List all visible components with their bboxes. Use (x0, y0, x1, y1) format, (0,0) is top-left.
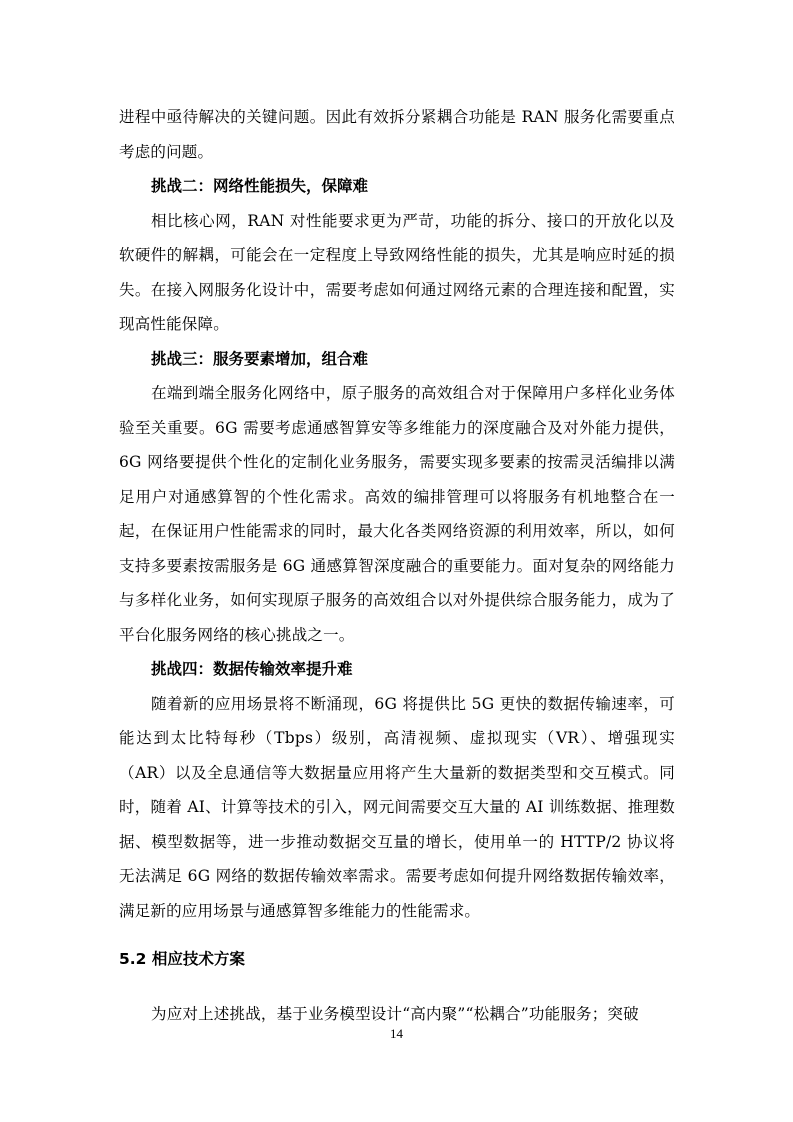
paragraph-challenge-four: 随着新的应用场景将不断涌现，6G 将提供比 5G 更快的数据传输速率，可能达到太比特每秒（Tbps）级别，高清视频、虚拟现实（VR）、增强现实（AR）以及全息通信等大数据量应用将产生大量新的数据类型和交互模式。同时，随着 AI、计算等技术的引入，网元间需要交互大量的 AI 训练数据、推理数据、模型数据等，进一步推动数据交互量的增长，使用单一的 HTTP/2 协议将无法满足 6G 网络的数据传输效率需求。需要考虑如何提升网络数据传输效率，满足新的应用场景与通感算智多维能力的性能需求。 (119, 694, 675, 920)
page-number: 14 (390, 1026, 403, 1041)
heading-challenge-three: 挑战三：服务要素增加，组合难 (151, 349, 369, 368)
paragraph-ran-decoupling-end: 进程中亟待解决的关键问题。因此有效拆分紧耦合功能是 RAN 服务化需要重点考虑的问题。 (119, 108, 675, 161)
section-heading-5-2: 5.2 相应技术方案 (119, 950, 245, 968)
heading-challenge-four: 挑战四：数据传输效率提升难 (151, 660, 353, 678)
document-body (119, 100, 675, 1031)
paragraph-challenge-two: 相比核心网，RAN 对性能要求更为严苛，功能的拆分、接口的开放化以及软硬件的解耦，可能会在一定程度上导致网络性能的损失，尤其是响应时延的损失。在接入网服务化设计中，需要考虑如何通过网络元素的合理连接和配置，实现高性能保障。 (119, 211, 675, 333)
heading-challenge-two: 挑战二：网络性能损失，保障难 (151, 177, 369, 195)
paragraph-challenge-three: 在端到端全服务化网络中，原子服务的高效组合对于保障用户多样化业务体验至关重要。6G 需要考虑通感智算安等多维能力的深度融合及对外能力提供，6G 网络要提供个性化的定制化业务服务，需要实现多要素的按需灵活编排以满足用户对通感算智的个性化需求。高效的编排管理可以将服务有机地整合在一起，在保证用户性能需求的同时，最大化各类网络资源的利用效率，所以，如何支持多要素按需服务是 6G 通感算智深度融合的重要能力。面对复杂的网络能力与多样化业务，如何实现原子服务的高效组合以对外提供综合服务能力，成为了平台化服务网络的核心挑战之一。 (119, 384, 675, 644)
paragraph-solution-intro: 为应对上述挑战，基于业务模型设计“高内聚”“松耦合”功能服务；突破 (151, 1004, 639, 1023)
